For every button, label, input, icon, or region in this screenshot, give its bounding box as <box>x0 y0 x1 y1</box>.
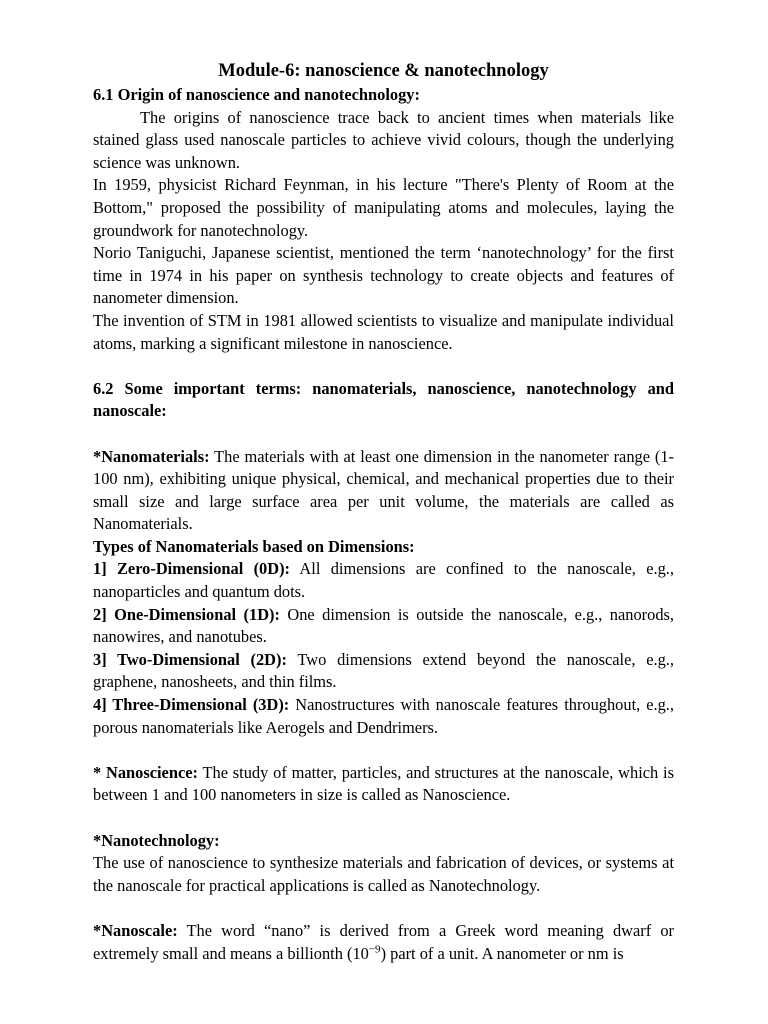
definition-text: The study of matter, particles, and structures at the nanoscale, which is between 1 and 100 nanometers in size is called as Nanoscience. <box>93 762 674 805</box>
exponent: −9 <box>368 943 381 956</box>
types-heading: Types of Nanomaterials based on Dimensions: <box>93 536 415 556</box>
list-item-3d <box>93 694 674 739</box>
paragraph-feynman: In 1959, physicist Richard Feynman, in his lecture "There's Plenty of Room at the Bottom," proposed the possibility of manipulating atoms and molecules, laying the groundwork for nanotechnology. <box>93 175 674 240</box>
spacer <box>93 739 674 762</box>
type-label: 1] Zero-Dimensional (0D): <box>93 559 290 579</box>
type-text: All dimensions are confined to the nanoscale, e.g., nanoparticles and quantum dots. <box>93 559 674 602</box>
spacer <box>93 423 674 446</box>
list-item-1d <box>93 604 674 649</box>
type-label: 2] One-Dimensional (1D): <box>93 604 280 624</box>
spacer <box>93 355 674 378</box>
section-heading-terms: 6.2 Some important terms: nanomaterials, nanoscience, nanotechnology and nanoscale: <box>93 378 674 421</box>
section-heading-origin: 6.1 Origin of nanoscience and nanotechnology: <box>93 85 420 104</box>
term-nanoscience: * Nanoscience: <box>93 762 198 782</box>
paragraph-stm: The invention of STM in 1981 allowed scientists to visualize and manipulate individual atoms, marking a significant milestone in nanoscience. <box>93 310 674 353</box>
definition-nanomaterials <box>93 446 674 536</box>
term-nanoscale: *Nanoscale: <box>93 920 178 940</box>
type-text: One dimension is outside the nanoscale, e.g., nanorods, nanowires, and nanotubes. <box>93 604 674 647</box>
type-text: Two dimensions extend beyond the nanoscale, e.g., graphene, nanosheets, and thin films. <box>93 649 675 692</box>
definition-nanoscience <box>93 762 674 807</box>
type-label: 4] Three-Dimensional (3D): <box>93 695 290 715</box>
definition-text-continued: ) part of a unit. A nanometer or nm is <box>380 943 624 963</box>
definition-nanoscale <box>93 920 674 965</box>
type-label: 3] Two-Dimensional (2D): <box>93 649 287 669</box>
definition-text: The word “nano” is derived from a Greek word meaning dwarf or extremely small and means a billionth (10 <box>93 920 674 963</box>
paragraph-ancient-origins: The origins of nanoscience trace back to ancient times when materials like stained glass used nanoscale particles to achieve vivid colours, though the underlying science was unknown. <box>93 107 674 172</box>
definition-text: The materials with at least one dimension in the nanometer range (1-100 nm), exhibiting unique physical, chemical, and mechanical properties due to their small size and large surface area per unit volume, the materials are called as Nanomaterials. <box>93 446 674 534</box>
definition-nanotechnology: The use of nanoscience to synthesize materials and fabrication of devices, or systems at the nanoscale for practical applications is called as Nanotechnology. <box>93 853 674 895</box>
page-title: Module-6: nanoscience & nanotechnology <box>218 61 549 81</box>
term-nanotechnology: *Nanotechnology: <box>93 830 220 850</box>
list-item-2d <box>93 649 674 694</box>
list-item-0d <box>93 558 674 603</box>
spacer <box>93 897 674 920</box>
spacer <box>93 807 674 830</box>
paragraph-taniguchi: Norio Taniguchi, Japanese scientist, mentioned the term ‘nanotechnology’ for the first time in 1974 in his paper on synthesis technology to create objects and features of nanometer dimension. <box>93 243 674 308</box>
type-text: Nanostructures with nanoscale features throughout, e.g., porous nanomaterials like Aerogels and Dendrimers. <box>93 695 675 737</box>
term-nanomaterials: *Nanomaterials: <box>93 446 210 466</box>
